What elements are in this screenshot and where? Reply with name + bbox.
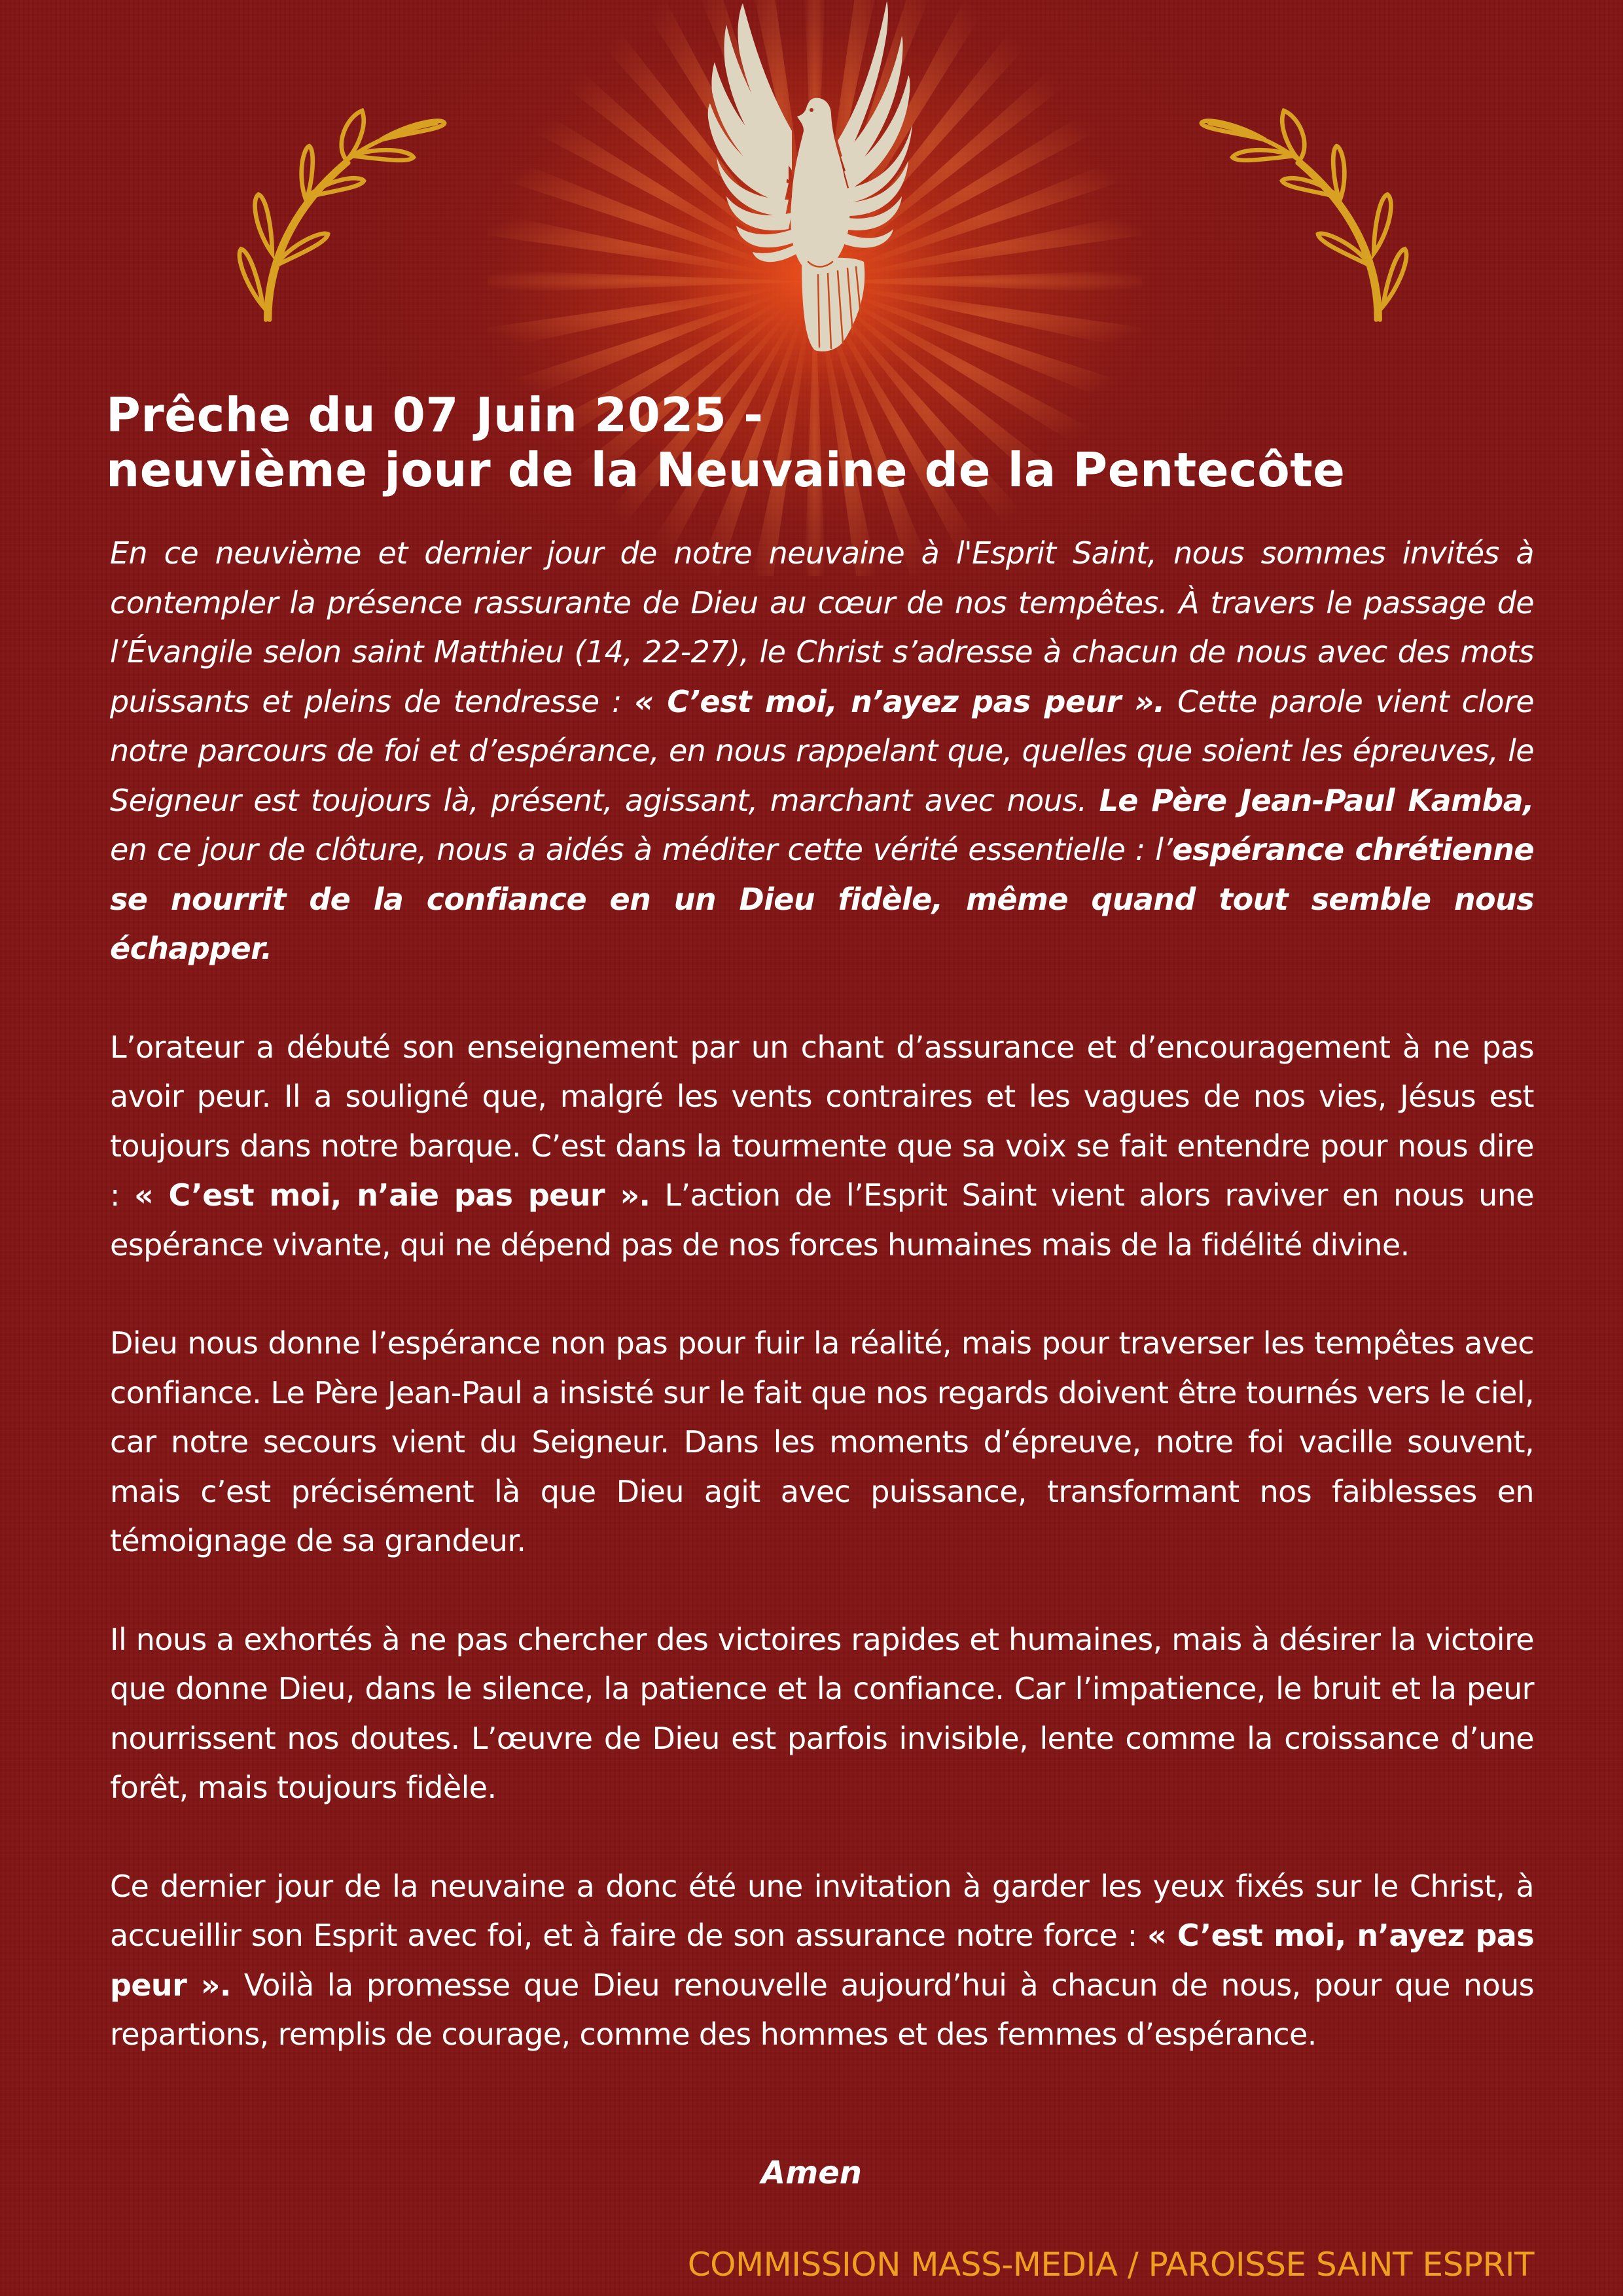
sermon-body bbox=[110, 529, 1534, 2109]
paragraph-2 bbox=[110, 1023, 1534, 1270]
olive-branch-left-icon bbox=[223, 95, 458, 344]
intro-quote: « C’est moi, n’ayez pas peur ». bbox=[634, 683, 1165, 719]
paragraph-3 bbox=[110, 1319, 1534, 1566]
intro-text-2: Cette parole vient clore notre parcours de foi et d’espérance, en nous rappelant que, quelles que soient les épreuves, le Seigneur est toujours là, présent, agissant, marchant avec nous. bbox=[110, 683, 1534, 818]
footer-credit: COMMISSION MASS-MEDIA / PAROISSE SAINT ESPRIT bbox=[687, 2246, 1534, 2284]
p5-text-1: Ce dernier jour de la neuvaine a donc été une invitation à garder les yeux fixés sur le Christ, à accueillir son Esprit avec foi, et à faire de son assurance notre force : bbox=[110, 1868, 1534, 1953]
p2-text-1: L’orateur a débuté son enseignement par un chant d’assurance et d’encouragement à ne pas avoir peur. Il a souligné que, malgré les vents contraires et les vagues de nos vies, Jésus est toujours dans notre barque. C’est dans la tourmente que sa voix se fait entendre pour nous dire : bbox=[110, 1029, 1534, 1213]
p3-text: Dieu nous donne l’espérance non pas pour fuir la réalité, mais pour traverser les tempêtes avec confiance. Le Père Jean-Paul a insisté sur le fait que nos regards doivent être tournés vers le ciel, car notre secours vient du Seigneur. Dans les moments d’épreuve, notre foi vacille souvent, mais c’est précisément là que Dieu agit avec puissance, transformant nos faiblesses en témoignage de sa grandeur. bbox=[110, 1325, 1534, 1558]
title-line-2: neuvième jour de la Neuvaine de la Pentecôte bbox=[106, 442, 1346, 497]
paragraph-5 bbox=[110, 1862, 1534, 2060]
p2-text-2: L’action de l’Esprit Saint vient alors raviver en nous une espérance vivante, qui ne dépend pas de nos forces humaines mais de la fidélité divine. bbox=[110, 1177, 1534, 1263]
olive-branch-right-icon bbox=[1188, 95, 1423, 344]
preacher-name: Le Père Jean-Paul Kamba, bbox=[1099, 782, 1534, 818]
paragraph-4 bbox=[110, 1615, 1534, 1813]
intro-text-3: en ce jour de clôture, nous a aidés à méditer cette vérité essentielle : l’ bbox=[110, 832, 1173, 867]
p5-text-2: Voilà la promesse que Dieu renouvelle aujourd’hui à chacun de nous, pour que nous repartions, remplis de courage, comme des hommes et des femmes d’espérance. bbox=[110, 1967, 1534, 2052]
p4-text: Il nous a exhortés à ne pas chercher des victoires rapides et humaines, mais à désirer la victoire que donne Dieu, dans le silence, la patience et la confiance. Car l’impatience, le bruit et la peur nourrissent nos doutes. L’œuvre de Dieu est parfois invisible, lente comme la croissance d’une forêt, mais toujours fidèle. bbox=[110, 1621, 1534, 1805]
intro-paragraph bbox=[110, 529, 1534, 974]
p5-quote: « C’est moi, n’ayez pas peur ». bbox=[110, 1918, 1534, 2003]
intro-key-message: espérance chrétienne se nourrit de la confiance en un Dieu fidèle, même quand tout semble nous échapper. bbox=[110, 832, 1534, 966]
intro-text-1: En ce neuvième et dernier jour de notre neuvaine à l'Esprit Saint, nous sommes invités à contempler la présence rassurante de Dieu au cœur de nos tempêtes. À travers le passage de l’Évangile selon saint Matthieu (14, 22-27), le Christ s’adresse à chacun de nous avec des mots puissants et pleins de tendresse : bbox=[110, 535, 1534, 719]
dove-holy-spirit-icon bbox=[628, 0, 1008, 357]
p2-quote: « C’est moi, n’aie pas peur ». bbox=[134, 1177, 651, 1213]
closing-amen: Amen bbox=[761, 2155, 862, 2191]
page-title bbox=[106, 387, 1546, 497]
title-line-1: Prêche du 07 Juin 2025 - bbox=[106, 387, 764, 442]
